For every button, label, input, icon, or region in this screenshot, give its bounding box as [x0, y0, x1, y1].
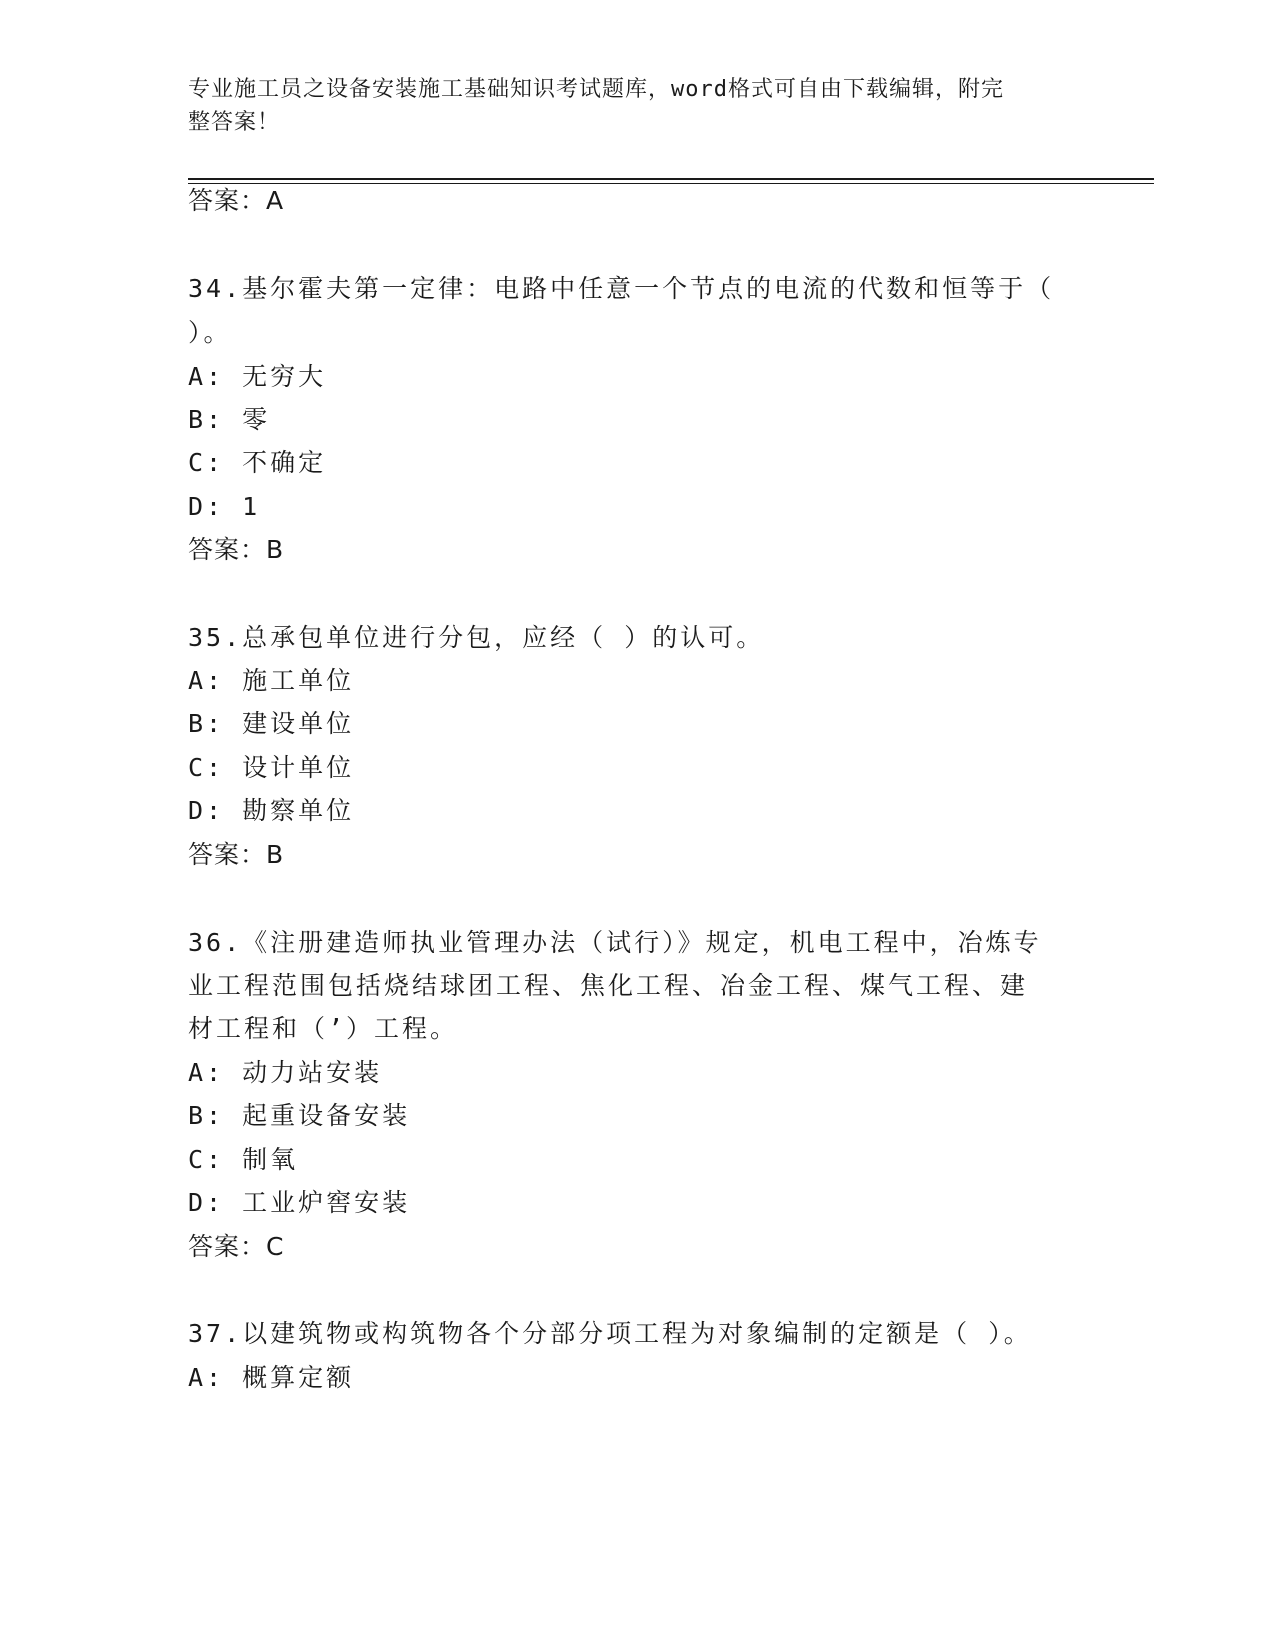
- question-35-option-c: C: 设计单位: [188, 753, 355, 782]
- question-36-stem-line-1: 36.《注册建造师执业管理办法（试行）》规定，机电工程中，冶炼专: [188, 928, 1042, 957]
- question-35-stem-line-1: 35.总承包单位进行分包，应经（ ）的认可。: [188, 623, 765, 652]
- question-37-stem-line-1: 37.以建筑物或构筑物各个分部分项工程为对象编制的定额是（ ）。: [188, 1319, 1032, 1348]
- question-35-option-d: D: 勘察单位: [188, 796, 355, 825]
- question-34-option-d: D: 1: [188, 492, 261, 521]
- question-34-option-b: B: 零: [188, 405, 271, 434]
- question-37-option-a: A: 概算定额: [188, 1363, 355, 1392]
- question-36-stem-line-2: 业工程范围包括烧结球团工程、焦化工程、冶金工程、煤气工程、建: [188, 971, 1029, 1000]
- header-line-1: 专业施工员之设备安装施工基础知识考试题库，word格式可自由下载编辑，附完: [188, 77, 1004, 102]
- question-35-option-a: A: 施工单位: [188, 666, 355, 695]
- question-34-option-c: C: 不确定: [188, 448, 327, 477]
- header-divider-thin: [188, 183, 1154, 184]
- question-36-option-a: A: 动力站安装: [188, 1058, 383, 1087]
- question-36-stem-line-3: 材工程和（’）工程。: [188, 1014, 459, 1043]
- question-36-answer: 答案：C: [188, 1232, 285, 1261]
- header-line-2: 整答案！: [188, 110, 281, 135]
- question-34-answer: 答案：B: [188, 535, 285, 564]
- question-36-option-b: B: 起重设备安装: [188, 1101, 411, 1130]
- question-35-answer: 答案：B: [188, 840, 285, 869]
- question-35-option-b: B: 建设单位: [188, 709, 355, 738]
- document-header: [188, 73, 1068, 139]
- answer-line: 答案：A: [188, 186, 285, 215]
- question-36-option-d: D: 工业炉窖安装: [188, 1188, 411, 1217]
- document-page: [188, 0, 1148, 1650]
- question-34-stem-line-1: 34.基尔霍夫第一定律：电路中任意一个节点的电流的代数和恒等于（: [188, 274, 1055, 303]
- question-34-stem-line-2: ）。: [188, 318, 232, 347]
- question-36-option-c: C: 制氧: [188, 1145, 299, 1174]
- header-divider-thick: [188, 178, 1154, 180]
- question-34-option-a: A: 无穷大: [188, 362, 327, 391]
